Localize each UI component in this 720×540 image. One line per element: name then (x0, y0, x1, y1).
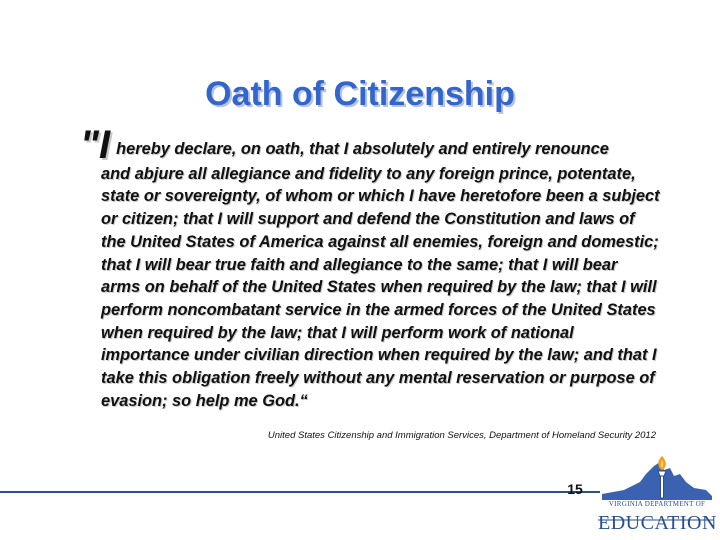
page-number: 15 (567, 481, 583, 497)
slide-title: Oath of Citizenship (205, 75, 515, 113)
oath-body: and abjure all allegiance and fidelity to any foreign prince, potentate, state or sovereignty, of whom or which I have heretofore been a subject or citizen; that I will support and defend the Constitution and laws of the United States of America against all enemies, foreign and domestic; that I will bear true faith and allegiance to the same; that I will bear arms on behalf of the United States when required by the law; that I will perform noncombatant service in the armed forces of the United States when required by the law; that I will perform work of national importance under civilian direction when required by the law; and that I take this obligation freely without any mental reservation or purpose of evasion; so help me God.“ (101, 164, 660, 410)
logo-org-small: VIRGINIA DEPARTMENT OF (608, 500, 706, 508)
logo-org-big: EDUCATION (598, 512, 717, 534)
citation: United States Citizenship and Immigration Services, Department of Homeland Security 2012 (267, 430, 656, 441)
oath-open-mark: "I (80, 123, 111, 167)
oath-text (80, 123, 660, 412)
virginia-map-icon (602, 462, 712, 500)
torch-icon (658, 471, 666, 476)
oath-first-line-wrapper (80, 123, 660, 167)
oath-first-line: hereby declare, on oath, that I absolutely and entirely renounce (116, 140, 609, 158)
logo-caption (598, 500, 716, 534)
footer-rule (0, 491, 600, 493)
